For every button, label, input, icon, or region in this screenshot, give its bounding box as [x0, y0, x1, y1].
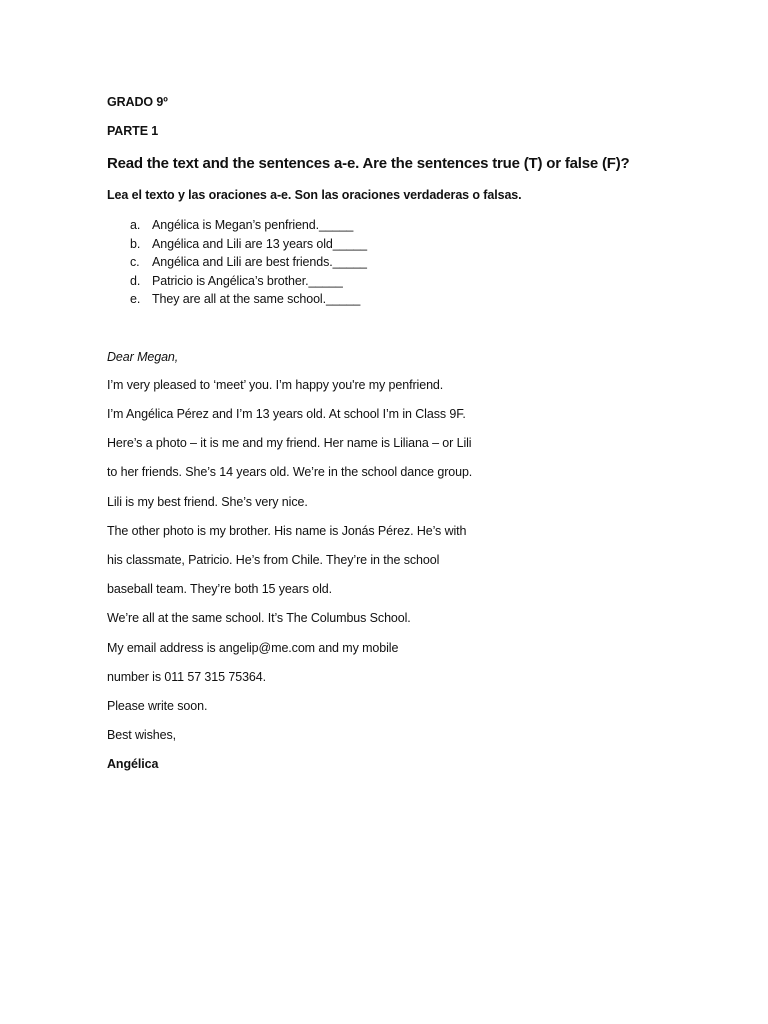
letter-line: We’re all at the same school. It’s The Columbus School. — [107, 611, 411, 625]
list-item — [130, 216, 367, 235]
letter-line: number is 011 57 315 75364. — [107, 670, 266, 684]
letter-line: his classmate, Patricio. He’s from Chile. They’re in the school — [107, 553, 440, 567]
sentence-text: Angélica and Lili are best friends._____ — [152, 255, 367, 270]
sentence-text: Angélica and Lili are 13 years old_____ — [152, 236, 368, 251]
grade-label: GRADO 9º — [107, 95, 168, 109]
list-item — [130, 272, 367, 291]
letter-line: I’m very pleased to ‘meet’ you. I’m happy you're my penfriend. — [107, 378, 444, 392]
letter-line: My email address is angelip@me.com and my mobile — [107, 641, 399, 655]
letter-line: Please write soon. — [107, 699, 208, 713]
list-marker: d. — [130, 273, 141, 288]
list-marker: c. — [130, 255, 140, 270]
sentence-text: They are all at the same school._____ — [152, 292, 361, 307]
instruction-english: Read the text and the sentences a-e. Are the sentences true (T) or false (F)? — [107, 155, 630, 172]
letter-greeting: Dear Megan, — [107, 350, 179, 364]
letter-line: to her friends. She’s 14 years old. We’re in the school dance group. — [107, 465, 473, 479]
letter-line: Here’s a photo – it is me and my friend. Her name is Liliana – or Lili — [107, 436, 472, 450]
list-marker: a. — [130, 218, 141, 232]
list-marker: b. — [130, 236, 141, 251]
list-marker: e. — [130, 292, 141, 307]
letter-line: baseball team. They’re both 15 years old. — [107, 582, 332, 596]
list-item — [130, 290, 367, 309]
letter-line: Best wishes, — [107, 728, 176, 742]
sentence-text: Angélica is Megan’s penfriend._____ — [152, 218, 354, 232]
letter-line: I’m Angélica Pérez and I’m 13 years old. At school I’m in Class 9F. — [107, 407, 466, 421]
instruction-spanish: Lea el texto y las oraciones a-e. Son las oraciones verdaderas o falsas. — [107, 188, 522, 202]
part-label: PARTE 1 — [107, 124, 159, 138]
sentence-text: Patricio is Angélica’s brother._____ — [152, 273, 343, 288]
letter-signature: Angélica — [107, 757, 159, 771]
letter-line: The other photo is my brother. His name is Jonás Pérez. He’s with — [107, 524, 467, 538]
true-false-sentences — [130, 216, 367, 309]
letter-line: Lili is my best friend. She’s very nice. — [107, 495, 308, 509]
list-item — [130, 253, 367, 272]
list-item — [130, 235, 367, 254]
